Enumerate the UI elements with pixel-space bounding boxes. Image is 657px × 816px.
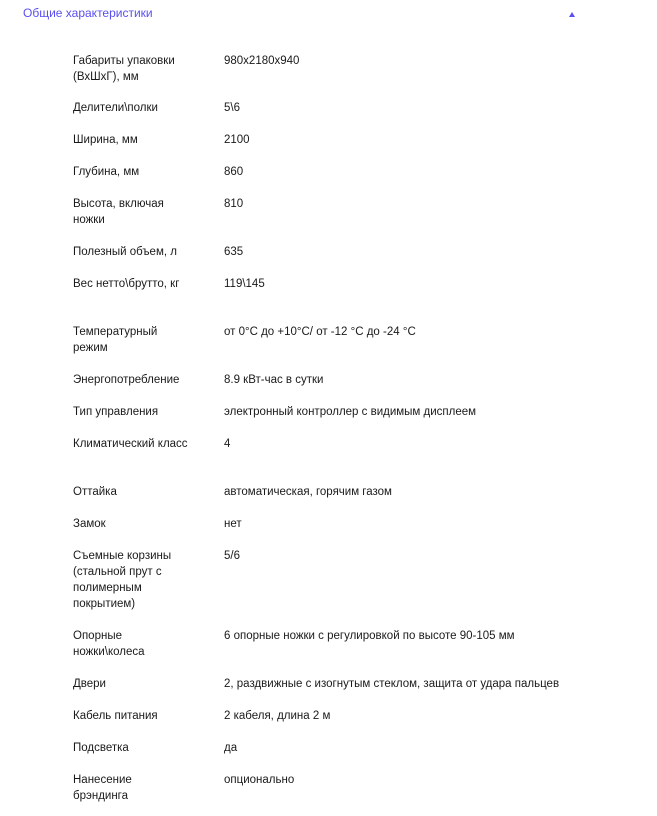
spec-label: Тип управления — [73, 406, 159, 418]
spec-value: 2, раздвижные с изогнутым стеклом, защита от удара пальцев — [224, 678, 560, 690]
spec-value: 2 кабеля, длина 2 м — [224, 710, 331, 722]
spec-label: Замок — [73, 518, 106, 530]
spec-label: Двери — [73, 678, 106, 690]
spec-value: автоматическая, горячим газом — [224, 486, 392, 498]
spec-label: Энергопотребление — [73, 374, 180, 386]
spec-label: Съемные корзины (стальной прут с полимерным покрытием) — [73, 550, 172, 610]
spec-label: Делители\полки — [73, 102, 158, 114]
spec-value: да — [224, 742, 238, 754]
spec-label: Оттайка — [73, 486, 117, 498]
spec-value: опционально — [224, 774, 295, 786]
spec-value: 5\6 — [224, 102, 240, 114]
spec-value: 8.9 кВт-час в сутки — [224, 374, 324, 386]
spec-label: Вес нетто\брутто, кг — [73, 278, 180, 290]
spec-label: Климатический класс — [73, 438, 188, 450]
spec-label: Глубина, мм — [73, 166, 140, 178]
spec-value: нет — [224, 518, 242, 530]
spec-value: 119\145 — [224, 278, 265, 290]
spec-value: 6 опорные ножки с регулировкой по высоте 90-105 мм — [224, 630, 515, 642]
spec-label: Ширина, мм — [73, 134, 138, 146]
spec-value: 635 — [224, 246, 244, 258]
spec-label: Высота, включая ножки — [73, 198, 164, 226]
spec-label: Габариты упаковки (ВхШхГ), мм — [73, 55, 175, 83]
spec-label: Нанесение брэндинга — [73, 774, 132, 802]
spec-value: 2100 — [224, 134, 250, 146]
spec-label: Температурный режим — [73, 326, 158, 354]
section-title[interactable]: Общие характеристики — [23, 6, 153, 20]
spec-label: Полезный объем, л — [73, 246, 177, 258]
chevron-up-icon[interactable] — [569, 12, 575, 17]
spec-value: электронный контроллер с видимым дисплеем — [224, 406, 477, 418]
spec-label: Опорные ножки\колеса — [73, 630, 145, 658]
spec-value: 980х2180х940 — [224, 55, 300, 67]
spec-label: Кабель питания — [73, 710, 158, 722]
spec-value: 810 — [224, 198, 244, 210]
spec-value: 860 — [224, 166, 244, 178]
spec-value: 5/6 — [224, 550, 240, 562]
spec-value: от 0°С до +10°С/ от -12 °С до -24 °С — [224, 326, 416, 338]
section-header[interactable] — [0, 0, 657, 28]
spec-label: Подсветка — [73, 742, 129, 754]
spec-value: 4 — [224, 438, 231, 450]
